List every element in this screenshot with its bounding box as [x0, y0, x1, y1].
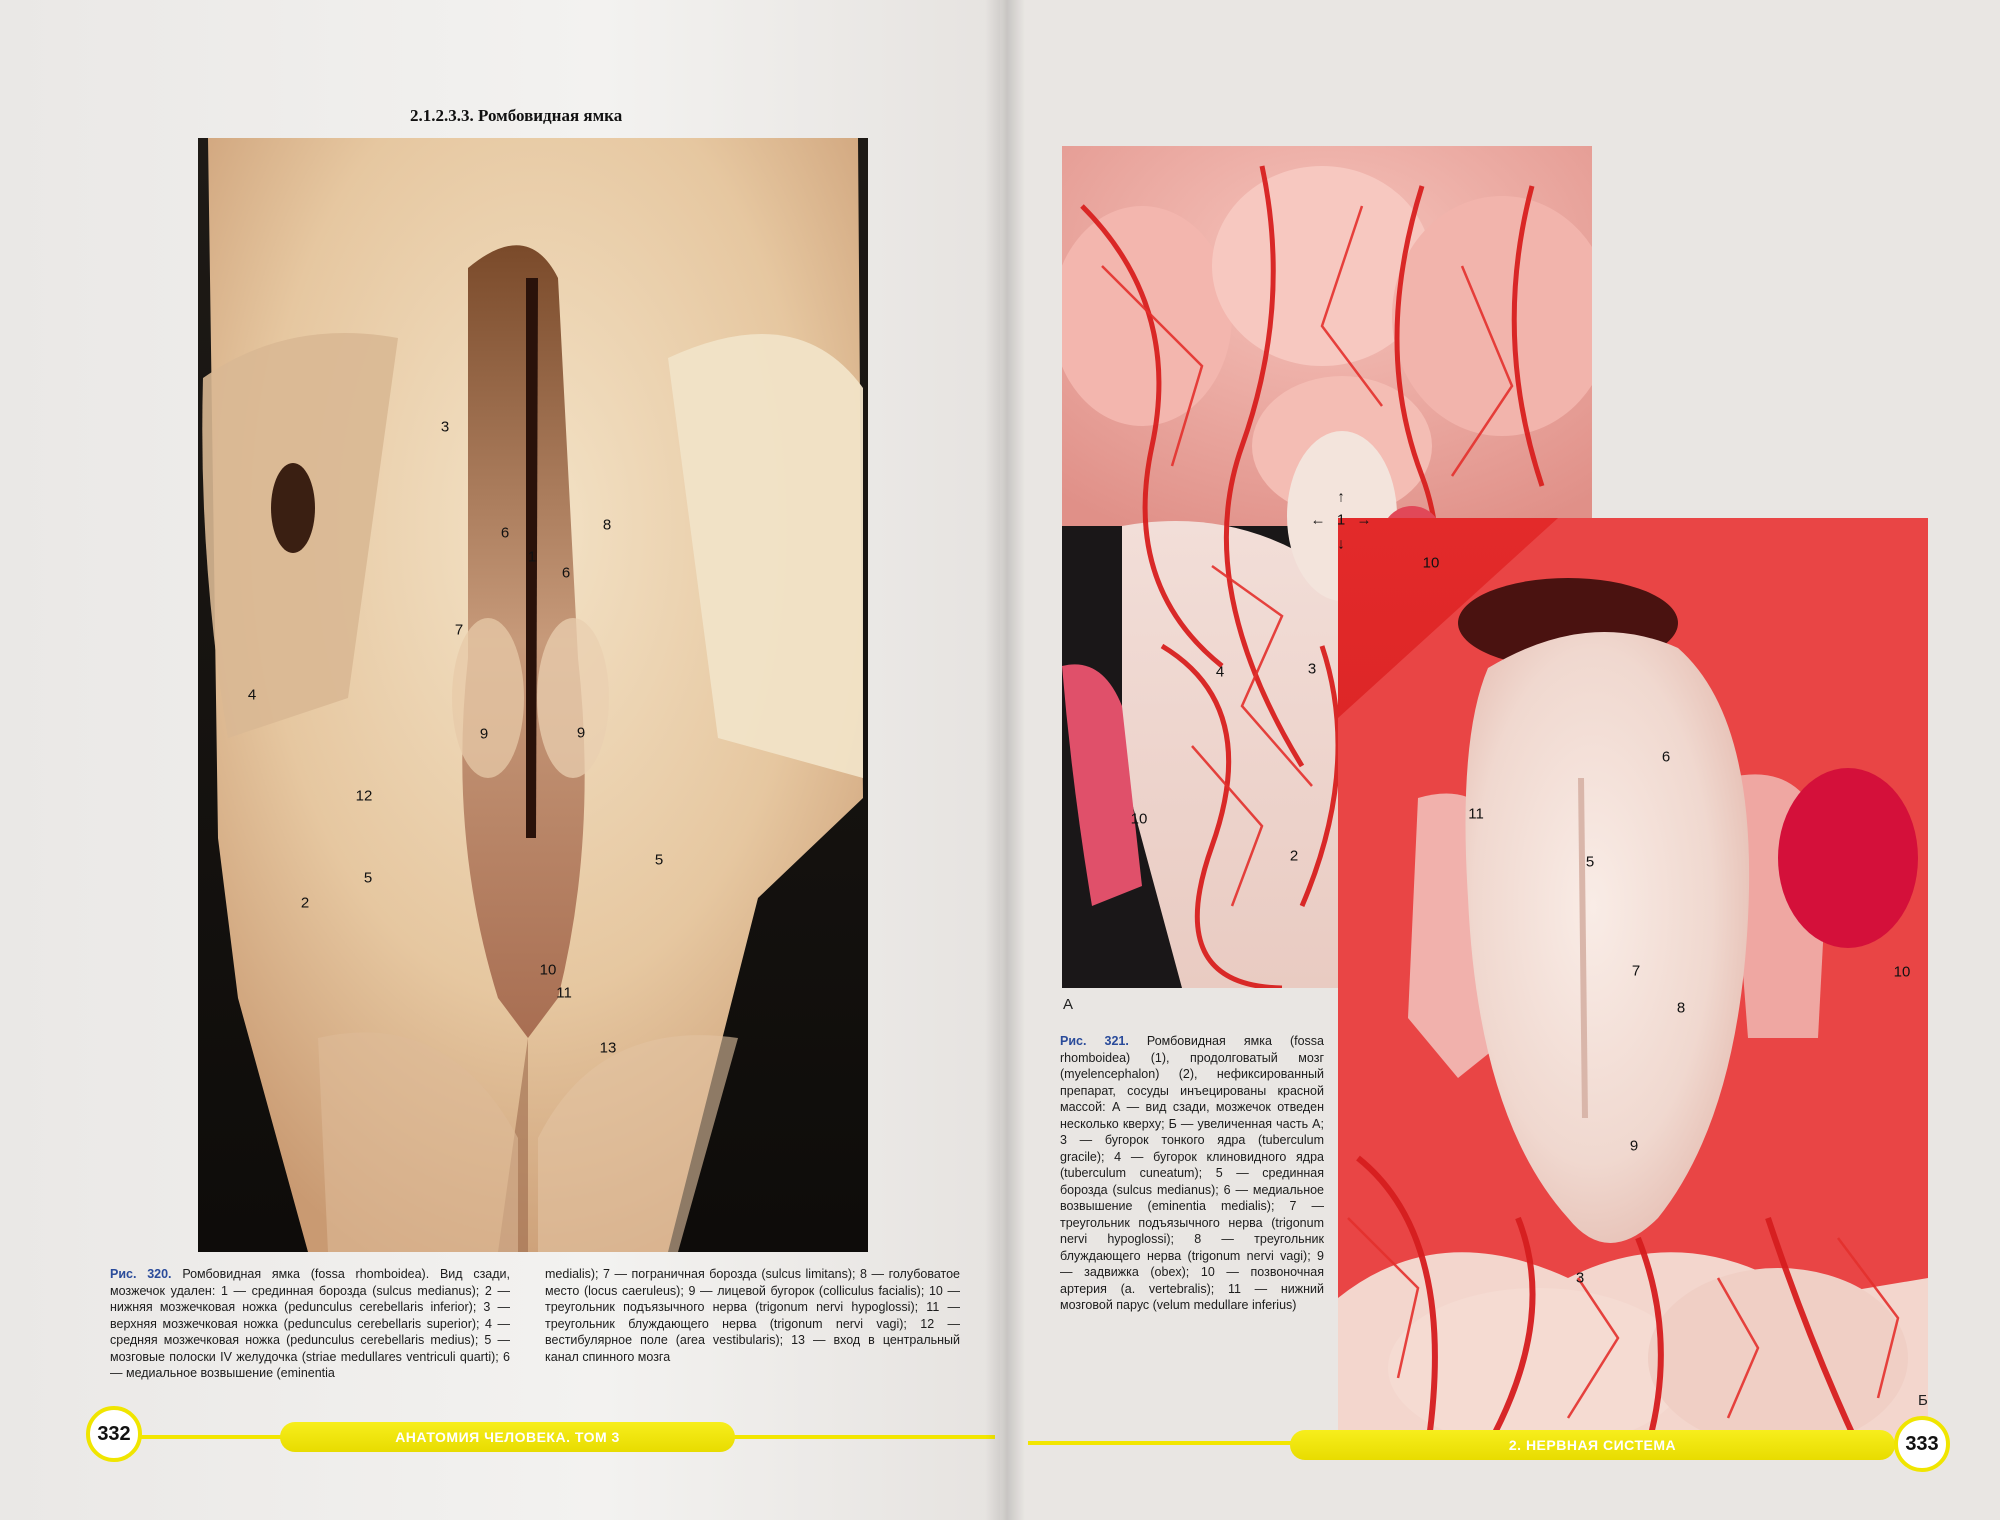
fig320-label-6-left: 6: [500, 524, 510, 542]
fig320-label-9-left: 9: [479, 725, 489, 743]
fig320-label-7: 7: [454, 621, 464, 639]
fig321b-label-9: 9: [1629, 1137, 1639, 1155]
panel-label-b: Б: [1918, 1392, 1928, 1409]
fig321a-arrow-left: ←: [1310, 511, 1326, 529]
fig321a-label-1: 1: [1336, 511, 1346, 529]
page-number-left: 332: [86, 1406, 142, 1462]
fig320-label-9-right: 9: [576, 724, 586, 742]
fig320-caption-text-1: Ромбовидная ямка (fossa rhomboidea). Вид сзади, мозжечок удален: 1 — срединная борозда (sulcus medianus); 2 — нижняя мозжечковая ножка (pedunculus cerebellaris inferior); 3 — верхняя мозжечковая ножка (pedunculus cerebellaris superior); 4 — средняя мозжечковая ножка (pedunculus cerebellaris medius); 5 — мозговые полоски IV желудочка (striae medullares ventriculi quarti); 6 — медиальное возвышение (eminentia: [110, 1267, 510, 1380]
fig321a-label-10-left: 10: [1130, 810, 1148, 828]
fig320-label-10: 10: [539, 961, 557, 979]
fig321a-label-4: 4: [1215, 663, 1225, 681]
fig320-label-13: 13: [599, 1039, 617, 1057]
fig321a-arrow-up: ↑: [1337, 488, 1345, 506]
section-title: 2.1.2.3.3. Ромбовидная ямка: [410, 106, 623, 125]
fig320-number: Рис. 320.: [110, 1267, 172, 1281]
fig320-label-2: 2: [300, 894, 310, 912]
fig320-label-1: 1: [527, 548, 537, 566]
fig321-number: Рис. 321.: [1060, 1034, 1129, 1048]
fig321a-arrow-right: →: [1356, 511, 1372, 529]
right-running-header: 2. НЕРВНАЯ СИСТЕМА: [1290, 1430, 1895, 1460]
fig320-label-5-left: 5: [363, 869, 373, 887]
fig321b-label-10: 10: [1893, 963, 1911, 981]
fig320-caption-text-2: medialis); 7 — пограничная борозда (sulcus limitans); 8 — голубоватое место (locus caeruleus); 9 — лицевой бугорок (colliculus facialis); 10 — треугольник подъязычного нерва (trigonum nervi hypoglossi); 11 — треугольник блуждающего нерва (trigonum nervi vagi); 12 — вестибулярное поле (area vestibularis); 13 — вход в центральный канал спинного мозга: [545, 1267, 960, 1364]
fig321a-label-3: 3: [1307, 660, 1317, 678]
figure-321b-photo: [1338, 518, 1928, 1446]
fig320-label-5-right: 5: [654, 851, 664, 869]
fig321b-label-3: 3: [1575, 1269, 1585, 1287]
fig321b-label-8: 8: [1676, 999, 1686, 1017]
fig321b-label-5: 5: [1585, 853, 1595, 871]
fig321-caption: [1060, 1033, 1324, 1314]
fig321-caption-text: Ромбовидная ямка (fossa rhomboidea) (1), продолговатый мозг (myelencephalon) (2), нефиксированный препарат, сосуды инъецированы красной массой: А — вид сзади, мозжечок отведен несколько кверху; Б — увеличенная часть А; 3 — бугорок тонкого ядра (tuberculum gracile); 4 — бугорок клиновидного ядра (tuberculum cuneatum); 5 — срединная борозда (sulcus medianus); 6 — медиальное возвышение (eminentia medialis); 7 — треугольник подъязычного нерва (trigonum nervi hypoglossi); 8 — треугольник блуждающего нерва (trigonum nervi vagi); 9 — задвижка (obex); 10 — позвоночная артерия (a. vertebralis); 11 — нижний мозговой парус (velum medullare inferius): [1060, 1034, 1324, 1312]
fig320-label-3: 3: [440, 418, 450, 436]
fig320-label-6-right: 6: [561, 564, 571, 582]
fig321a-arrow-down: ↓: [1337, 535, 1345, 553]
right-page: [1000, 0, 2000, 1520]
fig321b-label-7: 7: [1631, 962, 1641, 980]
fig320-label-12: 12: [355, 787, 373, 805]
fig320-label-4: 4: [247, 686, 257, 704]
fig320-caption-col1: [110, 1266, 510, 1382]
fig320-caption-col2: [545, 1266, 960, 1365]
fig320-label-11: 11: [556, 984, 572, 1002]
fig321b-label-6: 6: [1661, 748, 1671, 766]
figure-320-photo: [198, 138, 868, 1252]
left-running-header: АНАТОМИЯ ЧЕЛОВЕКА. ТОМ 3: [280, 1422, 735, 1452]
fig321b-label-11: 11: [1468, 805, 1484, 823]
fig321a-label-10-right: 10: [1422, 554, 1440, 572]
panel-label-a: А: [1063, 996, 1074, 1013]
fig320-label-8: 8: [602, 516, 612, 534]
page-number-right: 333: [1894, 1416, 1950, 1472]
fig321a-label-2: 2: [1289, 847, 1299, 865]
